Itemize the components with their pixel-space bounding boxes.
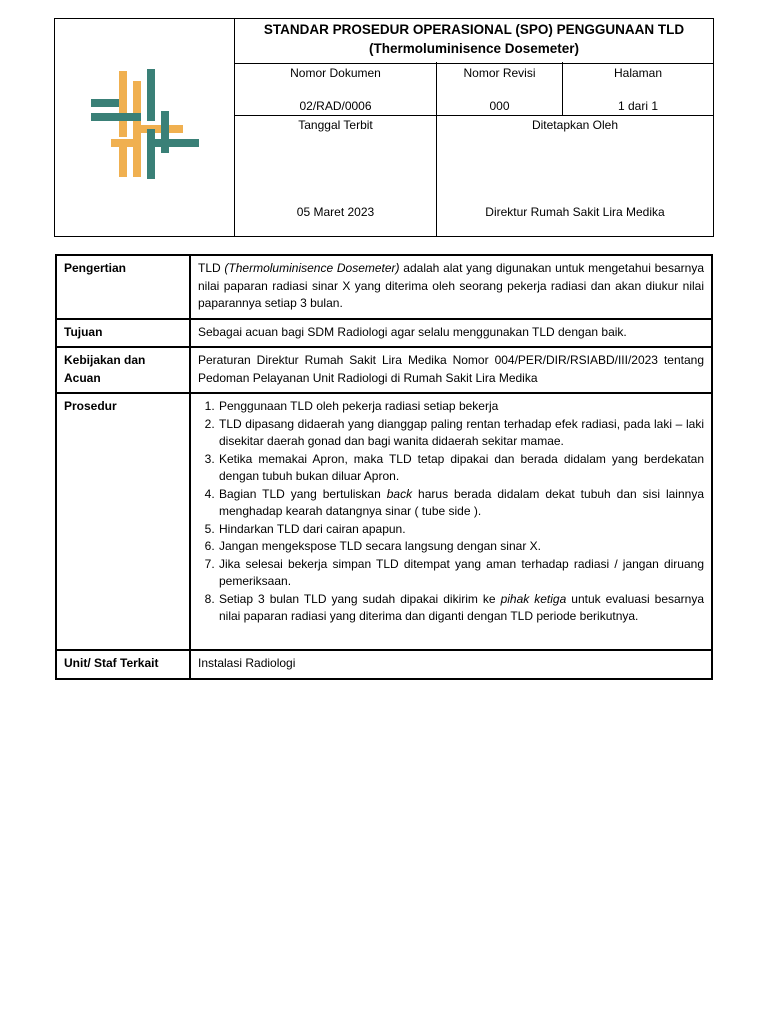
list-item: 6. Jangan mengekspose TLD secara langsung dengan sinar X. bbox=[218, 538, 704, 556]
title-line-1: STANDAR PROSEDUR OPERASIONAL (SPO) PENGGUNAAN TLD bbox=[263, 22, 685, 37]
tujuan-text: Sebagai acuan bagi SDM Radiologi agar selalu menggunakan TLD dengan baik. bbox=[190, 319, 712, 348]
list-item-text-pre: Setiap 3 bulan TLD yang sudah dipakai dikirim ke bbox=[219, 591, 501, 606]
row-kebijakan bbox=[56, 347, 712, 393]
row-prosedur bbox=[56, 393, 712, 650]
unit-label: Unit/ Staf Terkait bbox=[56, 650, 190, 679]
hospital-logo-icon bbox=[89, 69, 201, 181]
kebijakan-label: Kebijakan dan Acuan bbox=[56, 347, 190, 393]
pengertian-text-pre: TLD bbox=[198, 261, 225, 275]
pengertian-text-italic: (Thermoluminisence Dosemeter) bbox=[224, 261, 400, 275]
pengertian-label: Pengertian bbox=[56, 255, 190, 319]
tanggal-terbit-cell bbox=[235, 116, 436, 236]
halaman-cell bbox=[563, 63, 713, 115]
nomor-revisi-cell bbox=[437, 63, 562, 115]
list-item bbox=[218, 591, 704, 626]
list-item-text-post: untuk evaluasi besarnya nilai paparan radiasi yang diterima dan diganti dengan TLD periode berikutnya. bbox=[219, 591, 705, 623]
nomor-dokumen-label: Nomor Dokumen bbox=[290, 66, 381, 80]
list-item: 1. Penggunaan TLD oleh pekerja radiasi setiap bekerja bbox=[218, 398, 704, 416]
nomor-revisi-value: 000 bbox=[489, 99, 510, 113]
spo-content-table bbox=[55, 254, 713, 680]
nomor-dokumen-value: 02/RAD/0006 bbox=[299, 99, 372, 113]
ditetapkan-value: Direktur Rumah Sakit Lira Medika bbox=[485, 205, 665, 219]
prosedur-body bbox=[190, 393, 712, 650]
list-item-text-italic: pihak ketiga bbox=[500, 591, 567, 606]
list-item: 3. Ketika memakai Apron, maka TLD tetap dipakai dan berada didalam yang berdekatan dengan tubuh bukan diluar Apron. bbox=[218, 451, 704, 486]
list-item-text-post: harus berada didalam dekat tubuh dan sisi lainnya menghadap kearah datangnya sinar ( tube side ). bbox=[219, 486, 704, 518]
nomor-dokumen-cell bbox=[235, 63, 436, 115]
kebijakan-text: Peraturan Direktur Rumah Sakit Lira Medika Nomor 004/PER/DIR/RSIABD/III/2023 tentang Pedoman Pelayanan Unit Radiologi di Rumah Sakit Lira Medika bbox=[190, 347, 712, 393]
tujuan-label: Tujuan bbox=[56, 319, 190, 348]
list-item-text-italic: back bbox=[386, 486, 413, 501]
logo-cell bbox=[55, 19, 235, 236]
list-item bbox=[218, 486, 704, 521]
prosedur-label: Prosedur bbox=[56, 393, 190, 650]
title-line-2: (Thermoluminisence Dosemeter) bbox=[368, 41, 580, 56]
list-item: 2. TLD dipasang didaerah yang dianggap paling rentan terhadap efek radiasi, pada laki – laki disekitar daerah gonad dan bagi wanita didaerah sekitar mamae. bbox=[218, 416, 704, 451]
row-tujuan bbox=[56, 319, 712, 348]
document-header bbox=[54, 18, 714, 237]
row-unit bbox=[56, 650, 712, 679]
list-item-text-pre: Bagian TLD yang bertuliskan bbox=[219, 486, 387, 501]
ditetapkan-cell bbox=[437, 116, 713, 236]
pengertian-text bbox=[190, 255, 712, 319]
ditetapkan-label: Ditetapkan Oleh bbox=[531, 118, 619, 132]
list-item: 7. Jika selesai bekerja simpan TLD ditempat yang aman terhadap radiasi / jangan diruang pemeriksaan. bbox=[218, 556, 704, 591]
document-title bbox=[235, 19, 713, 64]
tanggal-terbit-value: 05 Maret 2023 bbox=[296, 205, 375, 219]
prosedur-list bbox=[198, 398, 704, 626]
halaman-value: 1 dari 1 bbox=[617, 99, 659, 113]
unit-text: Instalasi Radiologi bbox=[190, 650, 712, 679]
pengertian-text-post: adalah alat yang digunakan untuk mengetahui besarnya nilai paparan radiasi sinar X yang diterima oleh seorang pekerja radiasi dan akan diukur nilai paparannya setiap 3 bulan. bbox=[198, 261, 704, 310]
nomor-revisi-label: Nomor Revisi bbox=[463, 66, 536, 80]
halaman-label: Halaman bbox=[613, 66, 663, 80]
row-pengertian bbox=[56, 255, 712, 319]
tanggal-terbit-label: Tanggal Terbit bbox=[298, 118, 373, 132]
list-item: 5. Hindarkan TLD dari cairan apapun. bbox=[218, 521, 704, 539]
